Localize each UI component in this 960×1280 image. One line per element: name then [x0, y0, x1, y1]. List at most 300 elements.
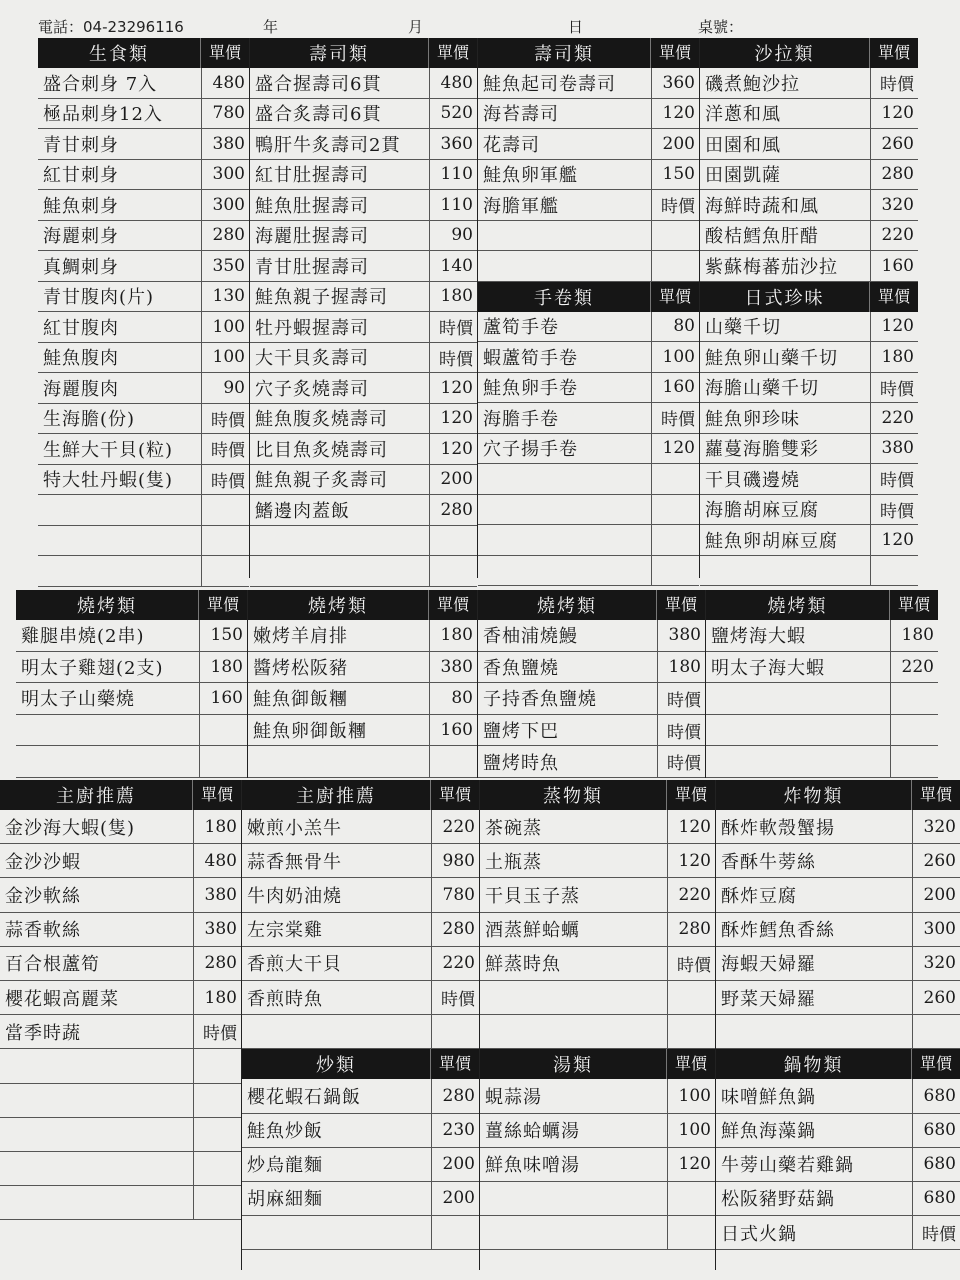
menu-item-name: 紅甘刺身	[43, 165, 119, 187]
menu-item-row	[242, 1148, 479, 1182]
menu-item-price: 時價	[201, 404, 249, 434]
section-title: 手卷類	[534, 287, 594, 309]
menu-item-price: 680	[912, 1182, 960, 1215]
menu-item-row	[706, 683, 938, 715]
menu-item-row	[248, 620, 477, 652]
menu-item-price: 320	[870, 190, 918, 220]
menu-item-row	[250, 434, 477, 465]
menu-item-row	[242, 1216, 479, 1250]
section-header	[478, 590, 705, 620]
price-column-label: 單價	[430, 780, 479, 810]
menu-item-row	[248, 746, 477, 778]
section-title: 主廚推薦	[296, 786, 376, 807]
menu-item-row	[478, 160, 699, 191]
section-title: 炒類	[316, 1055, 356, 1077]
section-header	[480, 1049, 715, 1079]
section-title: 燒烤類	[308, 596, 368, 617]
menu-item-row	[478, 68, 699, 99]
menu-item-name: 盛合刺身 7入	[43, 73, 158, 95]
menu-item-name: 鮭魚卵手卷	[483, 378, 578, 400]
menu-item-price: 90	[201, 373, 249, 403]
menu-item-name: 百合根蘆筍	[5, 954, 100, 976]
menu-item-row	[478, 746, 705, 778]
menu-item-name: 紅甘腹肉	[43, 317, 119, 339]
menu-item-name: 青甘刺身	[43, 134, 119, 156]
menu-item-price: 780	[431, 878, 479, 911]
menu-item-name: 明太子雞翅(2支)	[21, 657, 164, 679]
menu-item-price: 時價	[651, 190, 699, 220]
menu-item-row	[248, 715, 477, 747]
menu-item-row	[250, 129, 477, 160]
menu-item-name: 鮮魚味噌湯	[485, 1155, 580, 1177]
menu-item-row	[0, 810, 241, 844]
menu-item-row	[250, 282, 477, 313]
menu-item-row	[716, 947, 960, 981]
price-column-label: 單價	[911, 1049, 960, 1079]
menu-item-row	[250, 190, 477, 221]
menu-item-price: 280	[870, 160, 918, 190]
menu-item-price: 280	[193, 947, 241, 980]
menu-item-name: 金沙海大蝦(隻)	[5, 817, 136, 839]
menu-item-price: 時價	[431, 981, 479, 1014]
menu-item-name: 炒烏龍麵	[247, 1155, 323, 1177]
menu-section	[706, 590, 938, 778]
menu-item-name: 金沙軟絲	[5, 885, 81, 907]
menu-item-row	[250, 221, 477, 252]
menu-item-price: 120	[870, 312, 918, 342]
menu-item-price: 160	[870, 251, 918, 281]
menu-item-price: 100	[651, 342, 699, 372]
menu-item-row	[716, 1114, 960, 1148]
order-sheet-header	[38, 12, 938, 38]
menu-section	[700, 38, 918, 282]
menu-item-name: 海膽山藥千切	[705, 378, 819, 400]
menu-item-row	[478, 312, 699, 343]
menu-item-row	[700, 68, 918, 99]
menu-item-name: 鴨肝牛炙壽司2貫	[255, 134, 401, 156]
menu-item-price: 520	[429, 99, 477, 129]
menu-item-price: 150	[651, 160, 699, 190]
menu-item-row	[38, 160, 249, 191]
menu-item-row	[250, 99, 477, 130]
menu-item-price: 260	[912, 844, 960, 877]
menu-column	[478, 38, 700, 578]
menu-item-row	[248, 652, 477, 684]
menu-item-price: 200	[431, 1148, 479, 1181]
menu-item-price	[667, 1216, 715, 1249]
menu-item-row	[478, 464, 699, 495]
menu-item-row	[250, 68, 477, 99]
menu-item-price: 180	[193, 981, 241, 1014]
menu-item-price: 680	[912, 1148, 960, 1181]
section-title: 蒸物類	[543, 786, 603, 807]
menu-item-row	[716, 1015, 960, 1049]
menu-item-price	[193, 1152, 241, 1185]
menu-item-price: 120	[870, 525, 918, 555]
menu-item-name: 鮭魚炒飯	[247, 1121, 323, 1143]
menu-item-price: 380	[193, 878, 241, 911]
section-header	[700, 282, 918, 312]
menu-section	[478, 590, 705, 778]
menu-item-row	[478, 620, 705, 652]
section-header	[700, 38, 918, 68]
menu-column	[716, 780, 960, 1270]
menu-item-row	[706, 746, 938, 778]
menu-item-row	[0, 1152, 241, 1186]
menu-item-row	[480, 1182, 715, 1216]
menu-column	[700, 38, 918, 578]
menu-item-name: 鮭魚御飯糰	[253, 689, 348, 711]
menu-item-row	[480, 1079, 715, 1113]
menu-item-name: 蒜香無骨牛	[247, 851, 342, 873]
menu-item-price: 200	[431, 1182, 479, 1215]
menu-item-name: 田園凱薩	[705, 165, 781, 187]
menu-item-name: 鮭魚卵山藥千切	[705, 347, 838, 369]
menu-item-price: 120	[667, 810, 715, 843]
menu-item-row	[478, 652, 705, 684]
menu-item-price	[651, 464, 699, 494]
price-column-label: 單價	[650, 282, 699, 312]
menu-item-row	[480, 810, 715, 844]
menu-item-price: 時價	[657, 746, 705, 777]
menu-item-row	[700, 495, 918, 526]
menu-item-row	[38, 495, 249, 526]
menu-item-price: 180	[429, 282, 477, 312]
menu-item-name: 干貝玉子蒸	[485, 885, 580, 907]
menu-item-row	[38, 129, 249, 160]
menu-item-row	[242, 1079, 479, 1113]
section-header	[242, 780, 479, 810]
menu-item-name: 海鮮時蔬和風	[705, 195, 819, 217]
price-column-label: 單價	[198, 590, 247, 620]
menu-item-price: 220	[870, 221, 918, 251]
menu-item-name: 香酥牛蒡絲	[721, 851, 816, 873]
menu-item-name: 極品刺身12入	[43, 104, 163, 126]
menu-section	[716, 780, 960, 1049]
section-title: 主廚推薦	[56, 786, 136, 807]
menu-item-name: 酥炸鱈魚香絲	[721, 920, 835, 942]
menu-item-row	[706, 652, 938, 684]
menu-section	[700, 282, 918, 587]
menu-item-row	[700, 129, 918, 160]
section-title: 生食類	[89, 44, 149, 65]
menu-item-price: 120	[651, 99, 699, 129]
menu-item-row	[242, 878, 479, 912]
section-header	[248, 590, 477, 620]
menu-item-price: 時價	[912, 1216, 960, 1249]
menu-item-name: 鮮魚海藻鍋	[721, 1121, 816, 1143]
section-title: 壽司類	[309, 44, 369, 65]
menu-item-row	[16, 652, 247, 684]
menu-item-row	[478, 99, 699, 130]
menu-item-name: 海膽軍艦	[483, 195, 559, 217]
menu-item-price: 180	[890, 620, 938, 651]
year-label: 年	[263, 18, 279, 36]
menu-item-price	[193, 1049, 241, 1082]
menu-column	[478, 590, 706, 778]
menu-item-price	[912, 1015, 960, 1048]
menu-item-row	[38, 312, 249, 343]
section-title: 壽司類	[534, 44, 594, 65]
section-title: 燒烤類	[77, 596, 137, 617]
menu-item-row	[250, 495, 477, 526]
price-column-label: 單價	[889, 590, 938, 620]
menu-item-row	[478, 683, 705, 715]
price-column-label: 單價	[650, 38, 699, 68]
menu-item-row	[250, 556, 477, 587]
menu-item-price: 280	[431, 1079, 479, 1112]
menu-item-name: 酥炸豆腐	[721, 885, 797, 907]
menu-item-row	[706, 715, 938, 747]
menu-item-name: 蘆筍手卷	[483, 317, 559, 339]
menu-item-row	[38, 373, 249, 404]
menu-item-name: 鮭魚腹肉	[43, 348, 119, 370]
menu-item-price	[890, 715, 938, 746]
price-column-label: 單價	[430, 1049, 479, 1079]
menu-item-row	[0, 878, 241, 912]
menu-item-price: 150	[199, 620, 247, 651]
menu-item-price: 220	[870, 403, 918, 433]
menu-section	[242, 780, 479, 1049]
menu-item-row	[480, 1216, 715, 1250]
menu-item-name: 酒蒸鮮蛤蠣	[485, 920, 580, 942]
menu-item-price: 180	[199, 652, 247, 683]
menu-item-row	[0, 913, 241, 947]
menu-item-price: 680	[912, 1114, 960, 1147]
menu-item-row	[242, 844, 479, 878]
menu-item-price	[429, 556, 477, 586]
menu-item-price: 100	[667, 1079, 715, 1112]
menu-item-name: 田園和風	[705, 134, 781, 156]
menu-column	[250, 38, 478, 578]
menu-item-price: 280	[201, 221, 249, 251]
menu-item-price: 80	[651, 312, 699, 342]
menu-item-name: 明太子海大蝦	[711, 657, 825, 679]
menu-item-name: 味噌鮮魚鍋	[721, 1086, 816, 1108]
menu-item-price: 380	[870, 434, 918, 464]
menu-item-price: 300	[201, 190, 249, 220]
section-title: 沙拉類	[754, 44, 815, 65]
menu-item-name: 磯煮鮑沙拉	[705, 73, 800, 95]
menu-item-row	[478, 221, 699, 252]
menu-item-row	[700, 373, 918, 404]
menu-item-price: 780	[201, 99, 249, 129]
menu-item-name: 海麗肚握壽司	[255, 226, 369, 248]
menu-item-price	[890, 746, 938, 777]
menu-item-name: 鮭魚腹炙燒壽司	[255, 409, 388, 431]
menu-item-row	[16, 715, 247, 747]
menu-item-name: 海麗刺身	[43, 226, 119, 248]
section-title: 燒烤類	[767, 596, 828, 617]
menu-item-row	[478, 190, 699, 221]
menu-item-price: 350	[201, 251, 249, 281]
menu-item-price: 120	[651, 434, 699, 464]
menu-item-row	[250, 251, 477, 282]
price-column-label: 單價	[666, 1049, 715, 1079]
menu-item-price	[193, 1084, 241, 1117]
menu-item-name: 牡丹蝦握壽司	[255, 317, 369, 339]
menu-item-name: 盛合炙壽司6貫	[255, 104, 382, 126]
section-header	[716, 780, 960, 810]
menu-item-price	[651, 495, 699, 525]
menu-item-name: 海膽手卷	[483, 408, 559, 430]
menu-item-name: 穴子揚手卷	[483, 439, 578, 461]
menu-item-price: 120	[429, 373, 477, 403]
menu-item-name: 子持香魚鹽燒	[483, 689, 597, 711]
price-column-label: 單價	[869, 38, 918, 68]
menu-item-name: 左宗棠雞	[247, 920, 323, 942]
menu-item-price	[667, 981, 715, 1014]
menu-item-name: 特大牡丹蝦(隻)	[43, 470, 174, 492]
menu-item-name: 干貝磯邊燒	[705, 469, 800, 491]
menu-item-price: 680	[912, 1079, 960, 1112]
menu-item-name: 金沙沙蝦	[5, 851, 81, 873]
menu-item-row	[250, 343, 477, 374]
menu-item-row	[0, 1084, 241, 1118]
menu-item-name: 胡麻細麵	[247, 1189, 323, 1211]
menu-item-row	[38, 434, 249, 465]
menu-section	[478, 282, 699, 587]
menu-item-price	[667, 1182, 715, 1215]
menu-section	[16, 590, 247, 778]
menu-item-name: 日式火鍋	[721, 1223, 797, 1245]
menu-item-price: 120	[667, 1148, 715, 1181]
menu-item-name: 紅甘肚握壽司	[255, 165, 369, 187]
menu-item-name: 真鯛刺身	[43, 256, 119, 278]
menu-item-name: 蜆蒜湯	[485, 1086, 542, 1108]
menu-item-price: 280	[431, 913, 479, 946]
menu-item-row	[242, 810, 479, 844]
menu-item-price: 180	[870, 342, 918, 372]
menu-item-price: 時價	[870, 68, 918, 98]
menu-item-price	[431, 1216, 479, 1249]
menu-item-name: 穴子炙燒壽司	[255, 378, 369, 400]
menu-item-row	[38, 343, 249, 374]
menu-item-row	[716, 844, 960, 878]
table-number-label: 桌號：	[698, 18, 744, 36]
menu-item-name: 海苔壽司	[483, 104, 559, 126]
menu-item-row	[38, 68, 249, 99]
menu-item-row	[480, 1015, 715, 1049]
section-header	[706, 590, 938, 620]
menu-item-row	[248, 683, 477, 715]
menu-item-row	[242, 913, 479, 947]
menu-item-name: 牛蒡山藥若雞鍋	[721, 1155, 854, 1177]
menu-item-name: 鮮蒸時魚	[485, 954, 561, 976]
menu-item-price: 120	[870, 99, 918, 129]
section-header	[38, 38, 249, 68]
menu-item-row	[38, 556, 249, 587]
month-label: 月	[408, 18, 424, 36]
menu-item-name: 山藥千切	[705, 317, 781, 339]
menu-item-price	[667, 1015, 715, 1048]
price-column-label: 單價	[428, 38, 477, 68]
menu-column	[242, 780, 480, 1270]
menu-item-price: 110	[429, 160, 477, 190]
menu-item-price: 280	[429, 495, 477, 525]
menu-item-price: 90	[429, 221, 477, 251]
menu-item-price: 時價	[657, 683, 705, 714]
section-title: 鍋物類	[783, 1055, 844, 1077]
menu-item-row	[38, 526, 249, 557]
menu-item-row	[0, 1186, 241, 1220]
section-header	[478, 38, 699, 68]
menu-item-price: 時價	[870, 373, 918, 403]
menu-item-name: 蒜香軟絲	[5, 920, 81, 942]
menu-item-price	[651, 251, 699, 281]
menu-item-row	[478, 403, 699, 434]
menu-section	[250, 38, 477, 587]
menu-section	[480, 780, 715, 1049]
section-title: 湯類	[553, 1055, 593, 1077]
menu-item-row	[700, 251, 918, 282]
menu-item-row	[242, 1182, 479, 1216]
menu-item-row	[700, 525, 918, 556]
menu-item-name: 櫻花蝦高麗菜	[5, 988, 119, 1010]
menu-item-row	[16, 746, 247, 778]
menu-item-name: 青甘肚握壽司	[255, 256, 369, 278]
menu-item-price: 時價	[201, 434, 249, 464]
menu-item-name: 櫻花蝦石鍋飯	[247, 1086, 361, 1108]
menu-item-row	[706, 620, 938, 652]
menu-item-price: 160	[429, 715, 477, 746]
menu-item-row	[250, 373, 477, 404]
menu-item-name: 盛合握壽司6貫	[255, 73, 382, 95]
menu-item-price: 230	[431, 1114, 479, 1147]
menu-item-row	[700, 312, 918, 343]
menu-item-row	[38, 404, 249, 435]
menu-item-row	[242, 981, 479, 1015]
menu-item-row	[478, 373, 699, 404]
menu-item-row	[480, 981, 715, 1015]
menu-item-price	[890, 683, 938, 714]
price-column-label: 單價	[656, 590, 705, 620]
menu-item-price: 180	[429, 620, 477, 651]
menu-item-price: 320	[912, 947, 960, 980]
menu-item-name: 青甘腹肉(片)	[43, 287, 155, 309]
menu-item-row	[700, 190, 918, 221]
menu-item-name: 鮭魚肚握壽司	[255, 195, 369, 217]
menu-item-price: 220	[431, 810, 479, 843]
menu-item-price: 時價	[870, 464, 918, 494]
menu-item-name: 海蝦天婦羅	[721, 954, 816, 976]
menu-item-price: 380	[193, 913, 241, 946]
price-column-label: 單價	[869, 282, 918, 312]
section-header	[16, 590, 247, 620]
menu-item-row	[480, 878, 715, 912]
menu-item-row	[480, 1114, 715, 1148]
section-header	[716, 1049, 960, 1079]
menu-item-price	[201, 495, 249, 525]
menu-item-price: 160	[199, 683, 247, 714]
menu-item-row	[716, 981, 960, 1015]
menu-section	[248, 590, 477, 778]
menu-item-price: 時價	[651, 403, 699, 433]
menu-item-row	[716, 810, 960, 844]
menu-item-row	[0, 1015, 241, 1049]
menu-item-price: 120	[429, 404, 477, 434]
menu-column	[38, 38, 250, 578]
menu-item-row	[38, 282, 249, 313]
menu-item-name: 鹽烤下巴	[483, 721, 559, 743]
menu-item-row	[38, 251, 249, 282]
menu-item-name: 鮭魚親子炙壽司	[255, 470, 388, 492]
menu-item-price: 180	[657, 652, 705, 683]
menu-item-name: 松阪豬野菇鍋	[721, 1189, 835, 1211]
section-header	[480, 780, 715, 810]
menu-item-row	[700, 221, 918, 252]
menu-item-row	[716, 1079, 960, 1113]
